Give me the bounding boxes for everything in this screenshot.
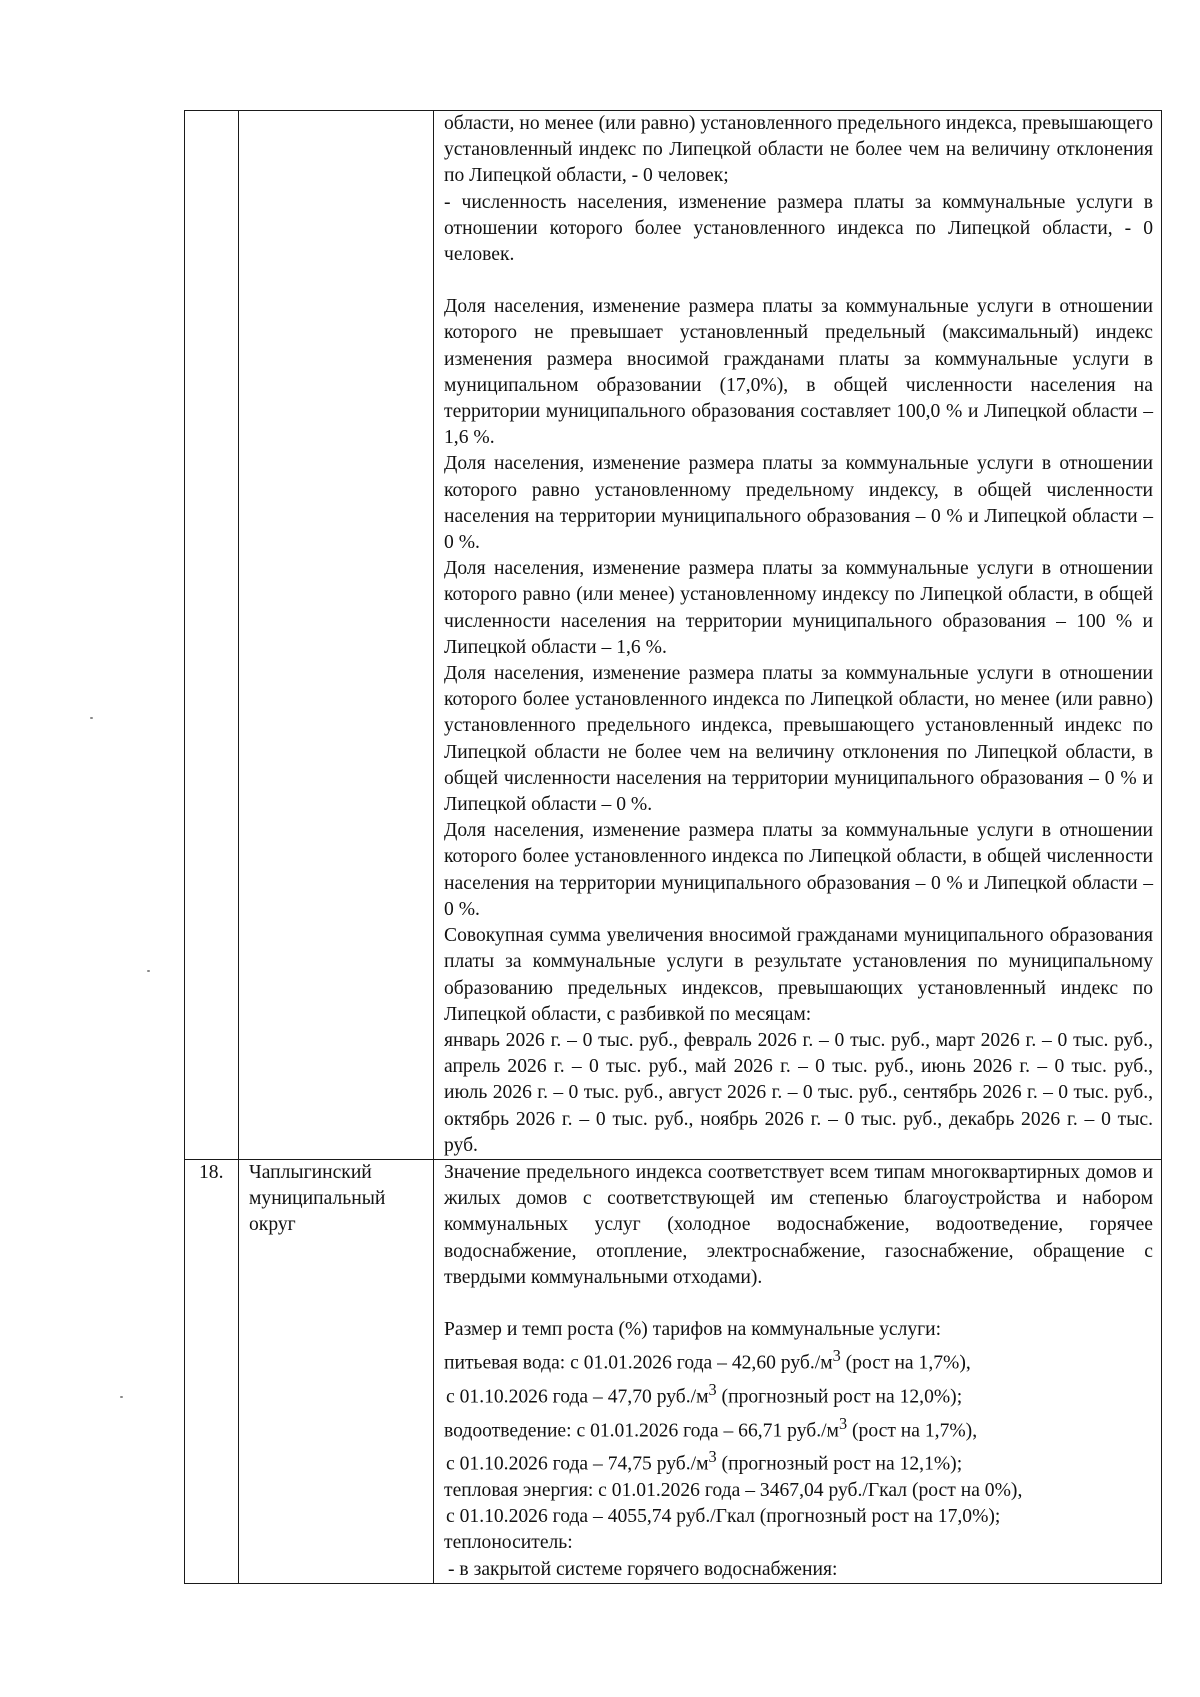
tariff-line: водоотведение: с 01.01.2026 года – 66,71 $руб./м^3$ (рост на 1,7%), (444, 1413, 978, 1442)
paragraph: Доля населения, изменение размера платы за коммунальные услуги в отношении которого не превышает установленный предельный (максимальный) индекс изменения размера вносимой гражданами платы за коммунальные услуги в муниципальном образовании (17,0%), в общей численности населения на территории муниципального образования составляет 100,0 % и Липецкой области – 1,6 %. (444, 296, 1153, 449)
paragraph: Доля населения, изменение размера платы за коммунальные услуги в отношении которого равно (или менее) установленному индексу по Липецкой области, в общей численности населения на территории муниципального образования – 100 % и Липецкой области – 1,6 %. (444, 558, 1153, 658)
paragraph: Доля населения, изменение размера платы за коммунальные услуги в отношении которого более установленного индекса по Липецкой области, но менее (или равно) установленного предельного индекса, превышающего установленный индекс по Липецкой области не более чем на величину отклонения по Липецкой области, в общей численности населения на территории муниципального образования – 0 % и Липецкой области – 0 %. (444, 663, 1153, 816)
municipality-name-cell (239, 1159, 434, 1583)
tariff-line: с 01.10.2026 года – 4055,74 руб./Гкал (прогнозный рост на 17,0%); (446, 1506, 1001, 1528)
paragraph: январь 2026 г. – 0 тыс. руб., февраль 2026 г. – 0 тыс. руб., март 2026 г. – 0 тыс. руб., апрель 2026 г. – 0 тыс. руб., май 2026 г. – 0 тыс. руб., июнь 2026 г. – 0 тыс. руб., июль 2026 г. – 0 тыс. руб., август 2026 г. – 0 тыс. руб., сентябрь 2026 г. – 0 тыс. руб., октябрь 2026 г. – 0 тыс. руб., ноябрь 2026 г. – 0 тыс. руб., декабрь 2026 г. – 0 тыс. руб. (444, 1029, 1153, 1156)
table-row (185, 1159, 1162, 1583)
paragraph: - численность населения, изменение размера платы за коммунальные услуги в отношении которого более установленного индекса по Липецкой области, - 0 человек. (444, 191, 1153, 266)
row-number-cell (185, 1159, 239, 1583)
scan-speck (120, 1396, 123, 1398)
tariff-line: питьевая вода: с 01.01.2026 года – 42,60 $руб./м^3$ (рост на 1,7%), (444, 1346, 971, 1374)
description-cell (434, 1159, 1162, 1583)
row-number: 18. (199, 1161, 224, 1183)
tariff-heading: Размер и темп роста (%) тарифов на коммунальные услуги: (444, 1318, 942, 1340)
municipality-name-cell (239, 111, 434, 1160)
row-number-cell (185, 111, 239, 1160)
paragraph: Совокупная сумма увеличения вносимой гражданами муниципального образования платы за коммунальные услуги в результате установления по муниципальному образованию предельных индексов, превышающих установленный индекс по Липецкой области, с разбивкой по месяцам: (444, 925, 1153, 1025)
paragraph: Значение предельного индекса соответствует всем типам многоквартирных домов и жилых домов с соответствующей им степенью благоустройства и набором коммунальных услуг (холодное водоснабжение, водоотведение, горячее водоснабжение, отопление, электроснабжение, газоснабжение, обращение с твердыми коммунальными отходами). (444, 1161, 1153, 1288)
indices-table (184, 110, 1162, 1584)
scan-speck (90, 717, 93, 719)
description-cell (434, 111, 1162, 1160)
tariff-line: тепловая энергия: с 01.01.2026 года – 3467,04 руб./Гкал (рост на 0%), (444, 1480, 1023, 1502)
paragraph: области, но менее (или равно) установленного предельного индекса, превышающего установленный индекс по Липецкой области не более чем на величину отклонения по Липецкой области, - 0 человек; (444, 113, 1153, 187)
scan-speck (147, 970, 150, 972)
tariff-line: с 01.10.2026 года – 74,75 $руб./м^3$ (прогнозный рост на 12,1%); (446, 1447, 963, 1475)
tariff-line: с 01.10.2026 года – 47,70 $руб./м^3$ (прогнозный рост на 12,0%); (446, 1379, 963, 1408)
tariff-list (444, 1317, 1153, 1583)
paragraph: Доля населения, изменение размера платы за коммунальные услуги в отношении которого более установленного индекса по Липецкой области, в общей численности населения на территории муниципального образования – 0 % и Липецкой области – 0 %. (444, 820, 1153, 920)
paragraph: Доля населения, изменение размера платы за коммунальные услуги в отношении которого равно установленному предельному индексу, в общей численности населения на территории муниципального образования – 0 % и Липецкой области – 0 %. (444, 453, 1153, 554)
table-row (185, 111, 1162, 1160)
municipality-name: Чаплыгинский муниципальный округ (249, 1161, 386, 1236)
tariff-line: теплоноситель: (444, 1532, 573, 1554)
tariff-line: - в закрытой системе горячего водоснабжения: (448, 1558, 838, 1580)
